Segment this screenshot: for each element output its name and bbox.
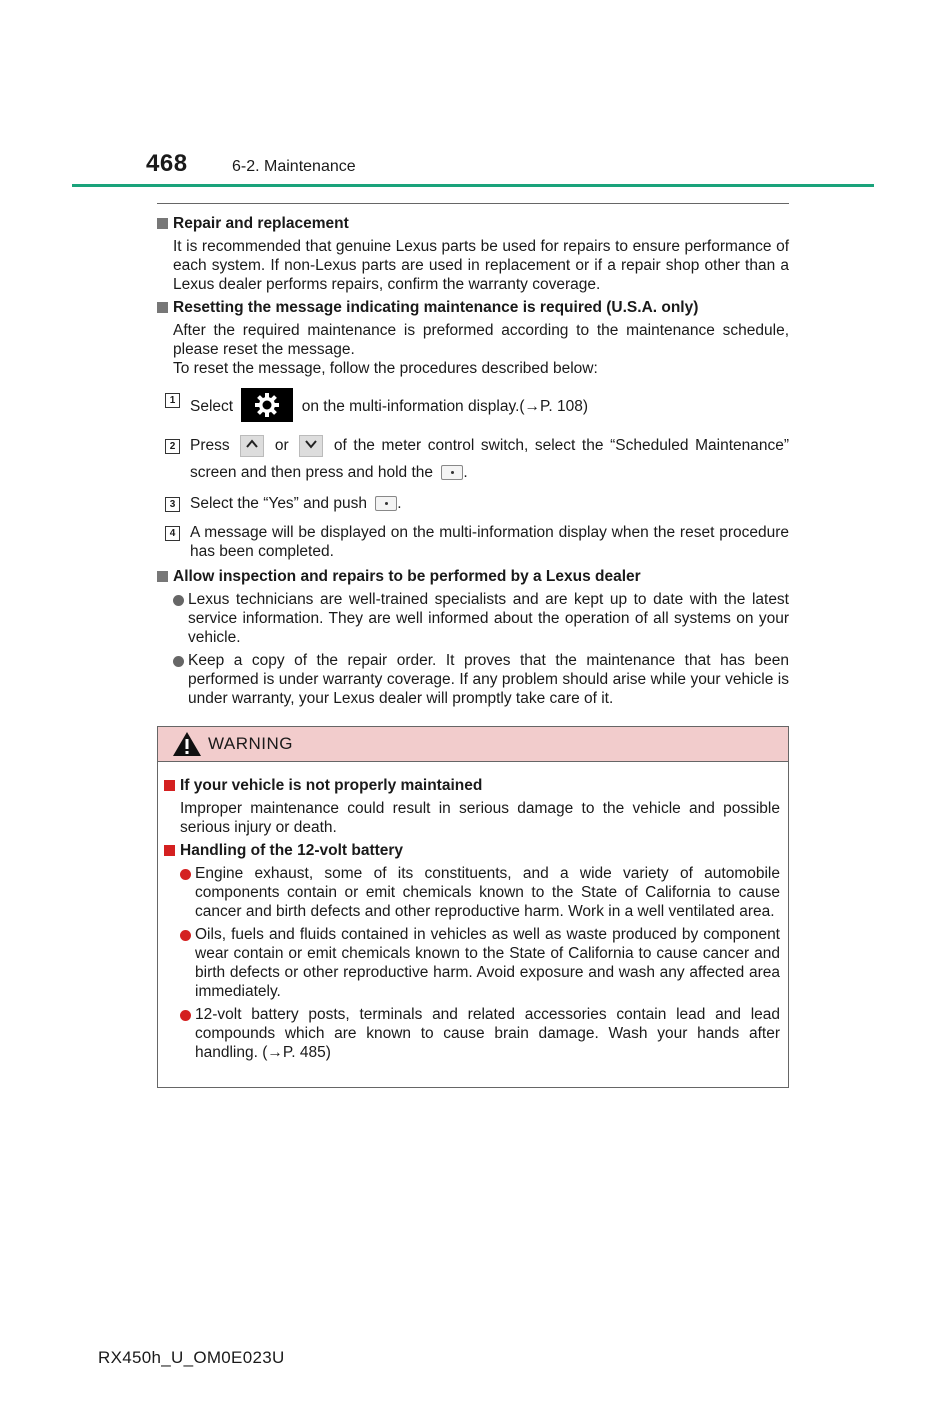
main-content <box>157 214 789 712</box>
step-1: 1 Select on the multi-information display.(→P. 108) <box>165 390 789 424</box>
up-arrow-icon <box>240 435 264 457</box>
list-item: Oils, fuels and fluids contained in vehicles as well as waste produced by component wear contain or emit chemicals known to the State of California to cause cancer and birth defects or other reproductive harm. Avoid exposure and wash any affected area immediately. <box>180 925 780 1001</box>
list-item: Engine exhaust, some of its constituents, and a wide variety of automobile components contain or emit chemicals known to the State of California to cause cancer and birth defects and other reproductive harm. Work in a well ventilated area. <box>180 864 780 921</box>
down-arrow-icon <box>299 435 323 457</box>
square-bullet-icon <box>157 218 168 229</box>
warning-header <box>158 727 788 762</box>
heading-allow: Allow inspection and repairs to be performed by a Lexus dealer <box>157 567 789 586</box>
list-item: 12-volt battery posts, terminals and related accessories contain lead and lead compounds which are known to cause brain damage. Wash your hands after handling. (→P. 485) <box>180 1005 780 1062</box>
bullet-icon <box>180 930 191 941</box>
warning-body <box>158 762 788 1062</box>
step-number: 2 <box>165 439 180 454</box>
heading-repair: Repair and replacement <box>157 214 789 233</box>
step-number: 4 <box>165 526 180 541</box>
step-3: 3 Select the “Yes” and push . <box>165 494 789 513</box>
square-bullet-icon <box>157 571 168 582</box>
ok-button-icon <box>375 496 397 511</box>
step-number: 1 <box>165 393 180 408</box>
square-bullet-icon <box>164 845 175 856</box>
warning-box <box>157 726 789 1088</box>
page-header <box>72 148 874 188</box>
step-4: 4 A message will be displayed on the multi-information display when the reset procedure has been completed. <box>165 523 789 561</box>
page-number: 468 <box>146 150 188 177</box>
list-item: Lexus technicians are well-trained specialists and are kept up to date with the latest service information. They are well informed about the operation of all systems on your vehicle. <box>173 590 789 647</box>
ok-button-icon <box>441 465 463 480</box>
square-bullet-icon <box>164 780 175 791</box>
section-title: 6-2. Maintenance <box>232 158 356 175</box>
paragraph-reset: After the required maintenance is preformed according to the maintenance schedule, please reset the message. To reset the message, follow the procedures described below: <box>173 322 789 377</box>
divider <box>157 203 789 204</box>
warning-heading-maintenance: If your vehicle is not properly maintained <box>164 776 780 795</box>
bullet-icon <box>180 1010 191 1021</box>
bullet-icon <box>173 656 184 667</box>
square-bullet-icon <box>157 302 168 313</box>
warning-heading-battery: Handling of the 12-volt battery <box>164 841 780 860</box>
step-number: 3 <box>165 497 180 512</box>
heading-reset: Resetting the message indicating maintenance is required (U.S.A. only) <box>157 298 789 317</box>
warning-triangle-icon <box>172 731 202 757</box>
footer-model-code: RX450h_U_OM0E023U <box>98 1348 285 1367</box>
paragraph-repair: It is recommended that genuine Lexus parts be used for repairs to ensure performance of each system. If non-Lexus parts are used in replacement or if a repair shop other than a Lexus dealer performs repairs, confirm the warranty coverage. <box>173 238 789 293</box>
warning-paragraph: Improper maintenance could result in serious damage to the vehicle and possible serious injury or death. <box>180 800 780 836</box>
header-rule <box>72 184 874 187</box>
bullet-icon <box>173 595 184 606</box>
step-2: 2 Press or of the meter control switch, select the “Scheduled Maintenance” screen and then press and hold the . <box>165 432 789 486</box>
gear-icon <box>241 388 293 422</box>
bullet-icon <box>180 869 191 880</box>
list-item: Keep a copy of the repair order. It proves that the maintenance that has been performed is under warranty coverage. If any problem should arise while your vehicle is under warranty, your Lexus dealer will promptly take care of it. <box>173 651 789 708</box>
warning-label: WARNING <box>208 734 294 753</box>
